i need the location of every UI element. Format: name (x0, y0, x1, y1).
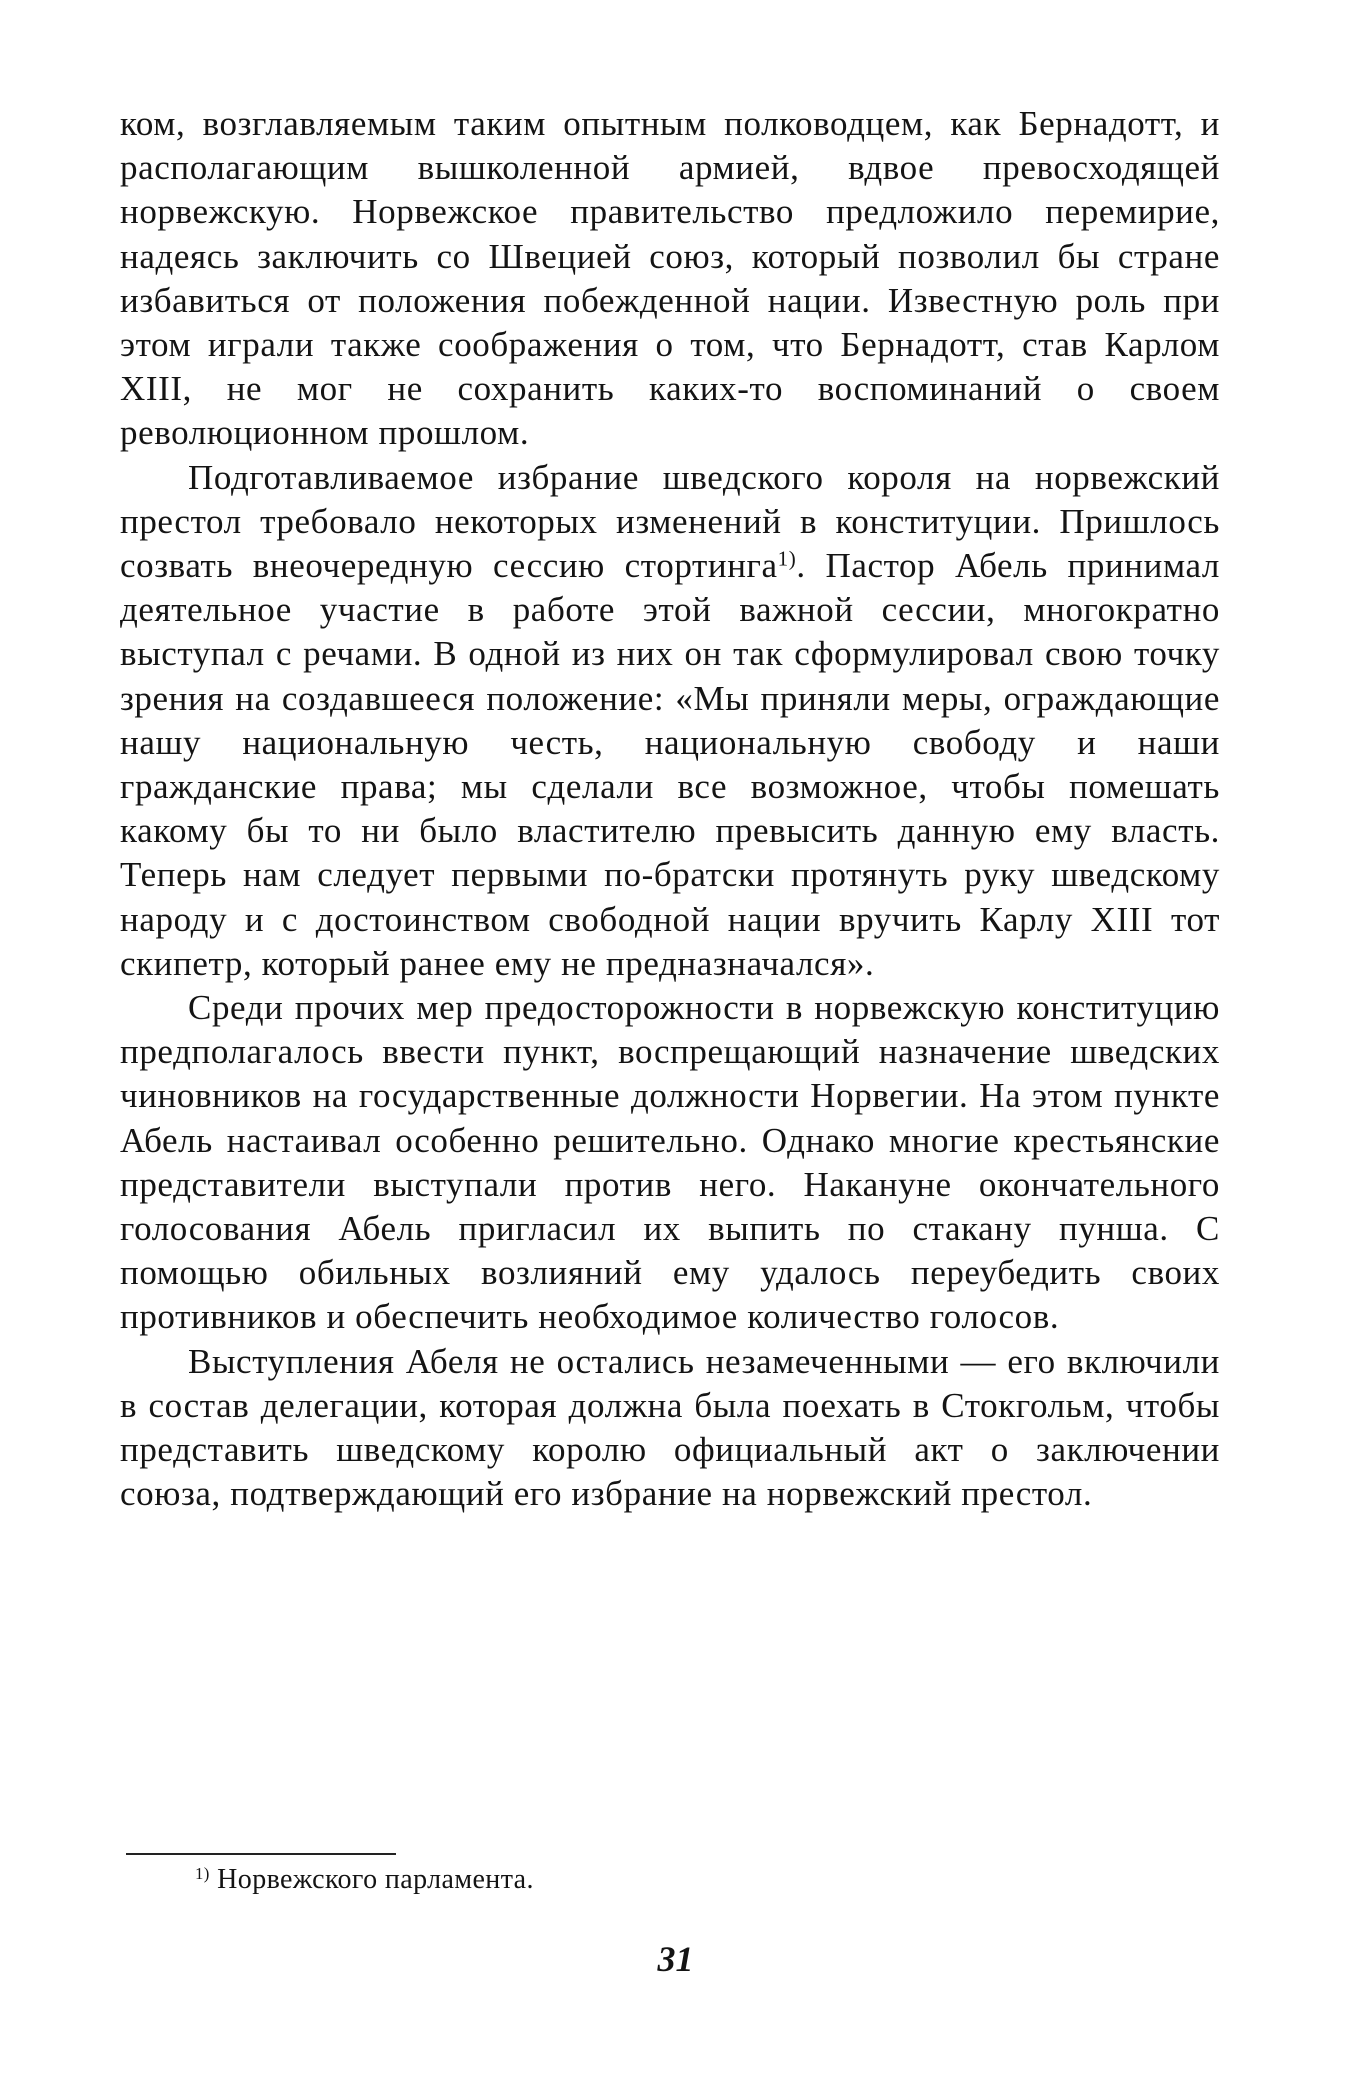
paragraph-3: Среди прочих мер предосторожности в норвежскую конституцию предполагалось ввести пункт, воспрещающий назначение шведских чиновников на государственные должности Норвегии. На этом пункте Абель настаивал особенно решительно. Однако многие крестьянские представители выступали против него. Накануне окончательного голосования Абель пригласил их выпить по стакану пунша. С помощью обильных возлияний ему удалось переубедить своих противников и обеспечить необходимое количество голосов. (120, 988, 1220, 1337)
footnote-reference: 1) (777, 546, 797, 571)
footnote-text: Норвежского парламента. (209, 1864, 534, 1895)
paragraph-4: Выступления Абеля не остались незамеченными — его включили в состав делегации, которая должна была поехать в Стокгольм, чтобы представить шведскому королю официальный акт о заключении союза, подтверждающий его избрание на норвежский престол. (120, 1341, 1220, 1514)
footnote-divider (126, 1853, 396, 1855)
paragraph-2-text-before: Подготавливаемое избрание шведского короля на норвежский престол требовало некоторых изменений в конституции. Пришлось созвать внеочередную сессию стортинга (120, 457, 1220, 586)
paragraph-1: ком, возглавляемым таким опытным полководцем, как Бернадотт, и располагающим вышколенной армией, вдвое превосходящей норвежскую. Норвежское правительство предложило перемирие, надеясь заключить со Швецией союз, который позволил бы стране избавиться от положения побежденной нации. Известную роль при этом играли также соображения о том, что Бернадотт, став Карлом XIII, не мог не сохранить каких-то воспоминаний о своем революционном прошлом. (120, 104, 1220, 453)
footnote-mark: 1) (195, 1863, 210, 1883)
paragraph-2 (120, 456, 1220, 986)
body-text (120, 102, 1220, 1517)
paragraph-2-text-after: . Пастор Абель принимал деятельное участие в работе этой важной сессии, многократно выступал с речами. В одной из них он так сформулировал свою точку зрения на создавшееся положение: «Мы приняли меры, ограждающие нашу национальную честь, национальную свободу и наши гражданские права; мы сделали все возможное, чтобы помешать какому бы то ни было властителю превысить данную ему власть. Теперь нам следует первыми по-братски протянуть руку шведскому народу и с достоинством свободной нации вручить Карлу XIII тот скипетр, который ранее ему не предназначался». (120, 546, 1220, 983)
footnote (195, 1860, 534, 1900)
page-number: 31 (657, 1939, 694, 1979)
